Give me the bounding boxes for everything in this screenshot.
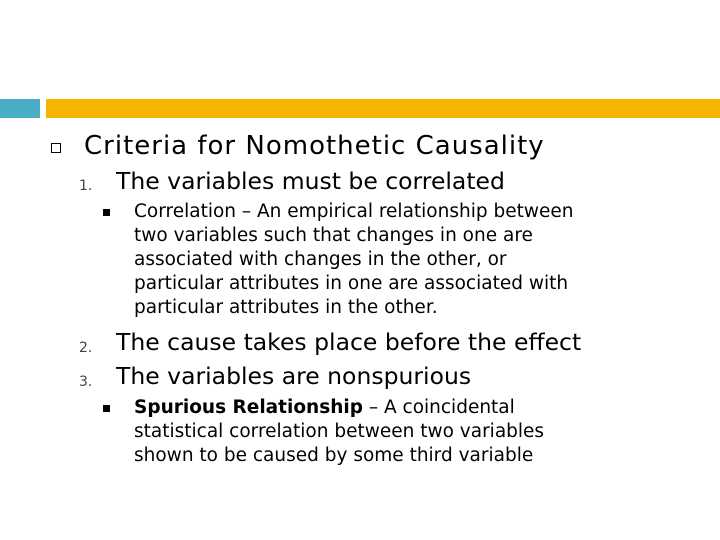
accent-bar-right (46, 99, 720, 118)
item-3-text: The variables are nonspurious (116, 362, 472, 390)
item-2-text: The cause takes place before the effect (116, 328, 582, 356)
item-1-text: The variables must be correlated (116, 167, 505, 195)
correlation-definition: Correlation – An empirical relationship between two variables such that changes in one are associated with changes in the other, or particular attributes in one are associated with particular attributes in the other. (134, 201, 574, 318)
item-1-number: 1. (79, 178, 93, 194)
spurious-term: Spurious Relationship (134, 397, 363, 418)
item-3-number: 3. (79, 374, 93, 390)
spurious-definition (134, 396, 704, 468)
accent-bar-left (0, 99, 40, 118)
item-2-number: 2. (79, 340, 93, 356)
square-bullet-icon (103, 405, 110, 412)
hollow-square-bullet-icon (51, 143, 61, 153)
spurious-definition-text: – A coincidental statistical correlation between two variables shown to be caused by some third variable (134, 397, 545, 466)
slide-heading: Criteria for Nomothetic Causality (84, 131, 545, 161)
square-bullet-icon (103, 209, 110, 216)
